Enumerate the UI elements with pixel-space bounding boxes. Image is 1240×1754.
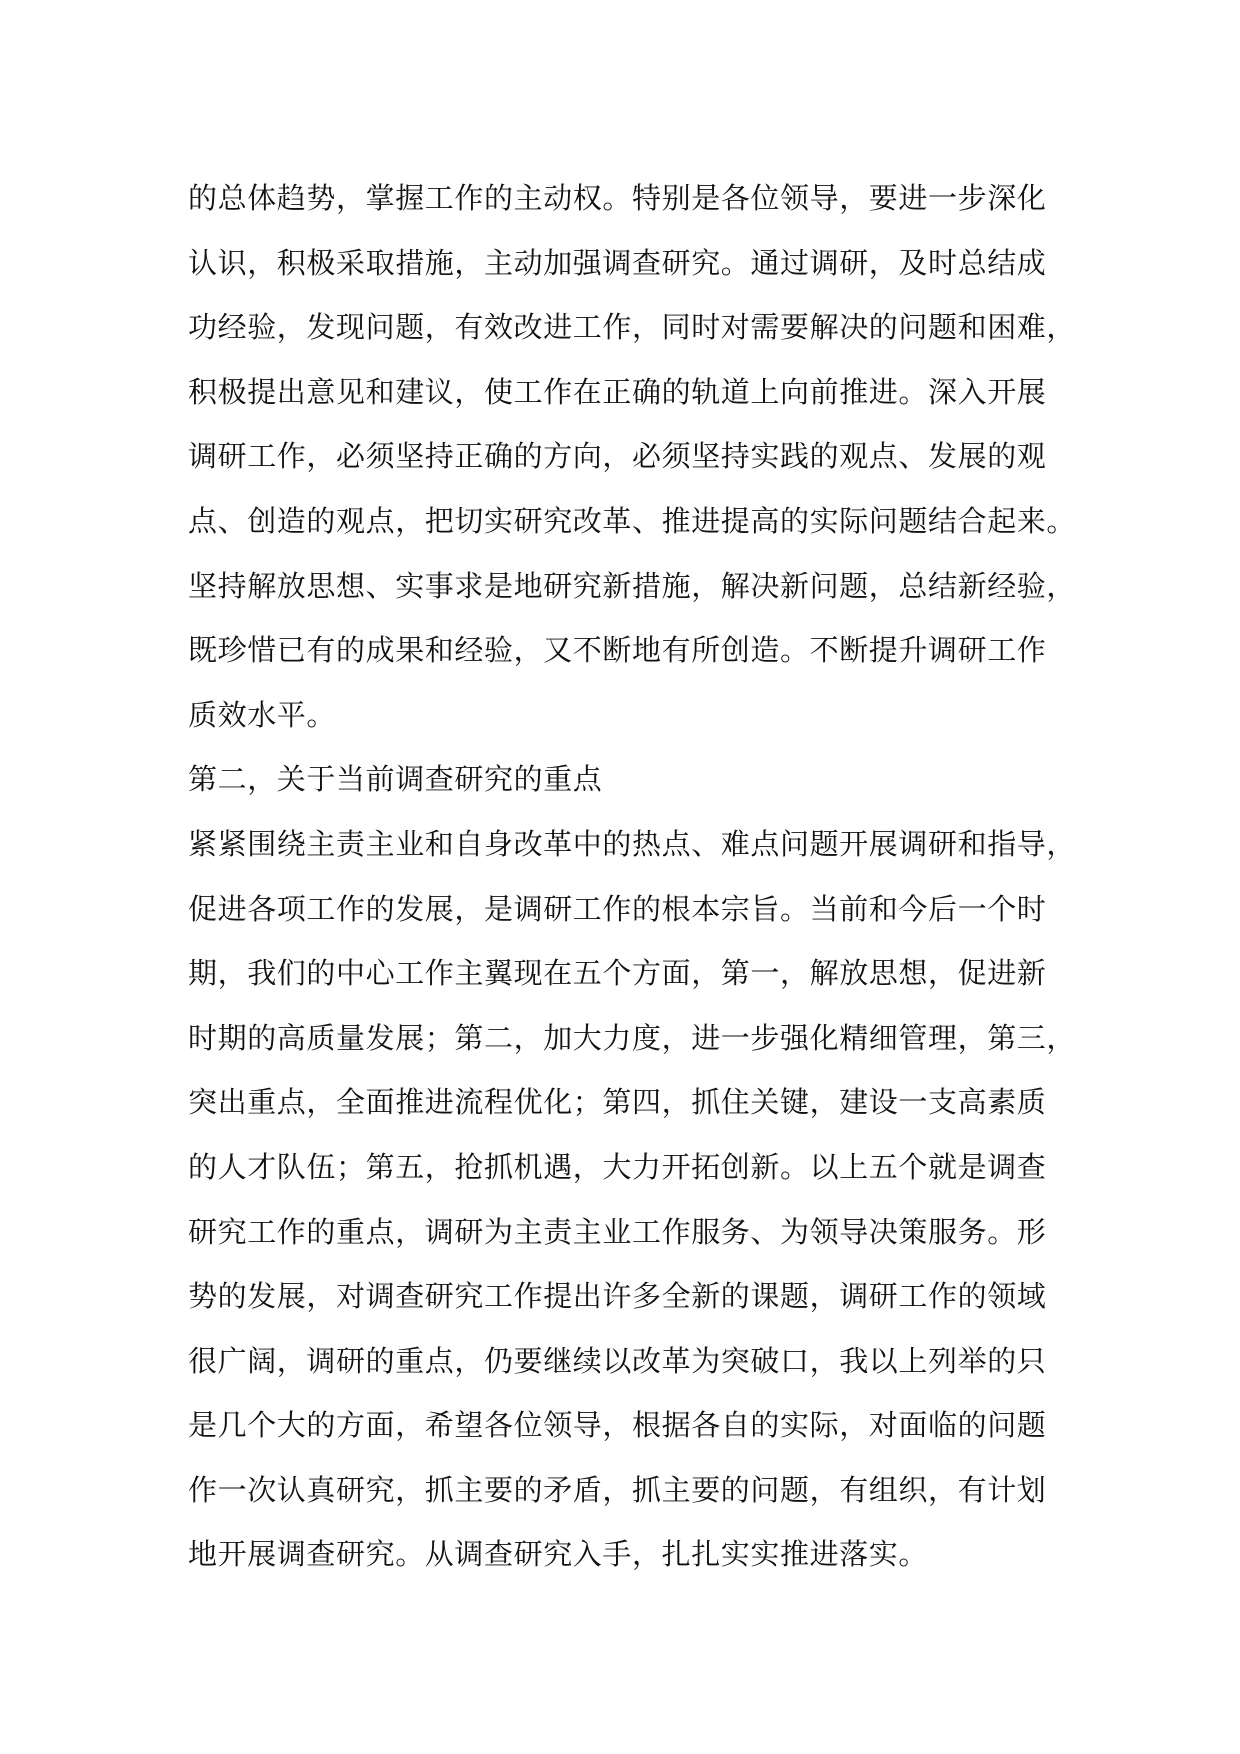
- text-line: 地开展调查研究。从调查研究入手，扎扎实实推进落实。: [188, 1537, 929, 1572]
- text-line: 作一次认真研究，抓主要的矛盾，抓主要的问题，有组织，有计划: [188, 1472, 1047, 1507]
- text-line: 的人才队伍；第五，抢抓机遇，大力开拓创新。以上五个就是调查: [188, 1149, 1047, 1184]
- text-line: 调研工作，必须坚持正确的方向，必须坚持实践的观点、发展的观: [188, 439, 1047, 474]
- text-line: 促进各项工作的发展，是调研工作的根本宗旨。当前和今后一个时: [188, 891, 1047, 926]
- text-line: 坚持解放思想、实事求是地研究新措施，解决新问题，总结新经验，: [188, 568, 1077, 603]
- text-line: 的总体趋势，掌握工作的主动权。特别是各位领导，要进一步深化: [188, 181, 1047, 215]
- text-line: 紧紧围绕主责主业和自身改革中的热点、难点问题开展调研和指导，: [188, 826, 1077, 861]
- text-line: 研究工作的重点，调研为主责主业工作服务、为领导决策服务。形: [188, 1214, 1047, 1249]
- text-line: 突出重点，全面推进流程优化；第四，抓住关键，建设一支高素质: [188, 1085, 1047, 1120]
- section-heading: 第二，关于当前调查研究的重点: [188, 762, 603, 797]
- text-line: 功经验，发现问题，有效改进工作，同时对需要解决的问题和困难，: [188, 310, 1077, 345]
- text-line: 点、创造的观点，把切实研究改革、推进提高的实际问题结合起来。: [188, 503, 1077, 538]
- text-line: 认识，积极采取措施，主动加强调查研究。通过调研，及时总结成: [188, 245, 1047, 280]
- text-line: 积极提出意见和建议，使工作在正确的轨道上向前推进。深入开展: [188, 374, 1047, 409]
- text-line: 是几个大的方面，希望各位领导，根据各自的实际，对面临的问题: [188, 1408, 1047, 1443]
- text-line: 时期的高质量发展；第二，加大力度，进一步强化精细管理，第三，: [188, 1020, 1077, 1055]
- text-line: 质效水平。: [188, 697, 337, 732]
- text-line: 既珍惜已有的成果和经验，又不断地有所创造。不断提升调研工作: [188, 633, 1047, 668]
- text-line: 期，我们的中心工作主翼现在五个方面，第一，解放思想，促进新: [188, 956, 1047, 991]
- text-line: 很广阔，调研的重点，仍要继续以改革为突破口，我以上列举的只: [188, 1343, 1047, 1378]
- body-text: [188, 166, 1088, 1587]
- text-line: 势的发展，对调查研究工作提出许多全新的课题，调研工作的领域: [188, 1279, 1047, 1314]
